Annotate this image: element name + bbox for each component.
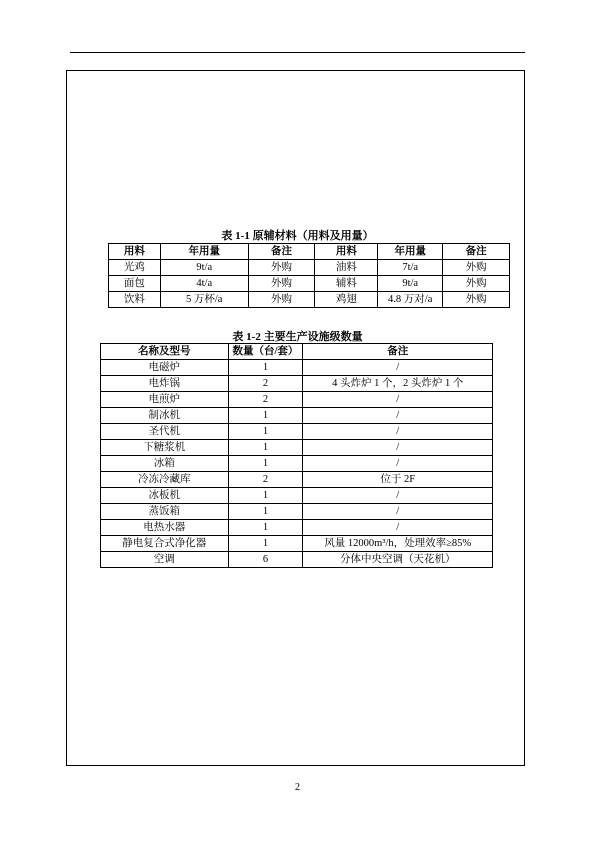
table-cell: 1 bbox=[228, 488, 303, 504]
table-row bbox=[101, 504, 493, 520]
table-cell: / bbox=[303, 392, 493, 408]
table-row bbox=[101, 376, 493, 392]
table-cell: 6 bbox=[228, 552, 303, 568]
table-cell: / bbox=[303, 488, 493, 504]
table-cell: 冰箱 bbox=[101, 456, 229, 472]
table-header-row bbox=[109, 244, 510, 260]
table-cell: 2 bbox=[228, 376, 303, 392]
table-cell: 下糖浆机 bbox=[101, 440, 229, 456]
table-cell: 4t/a bbox=[160, 276, 248, 292]
table-row bbox=[101, 472, 493, 488]
table-cell: 电炸锅 bbox=[101, 376, 229, 392]
table-cell: 2 bbox=[228, 392, 303, 408]
column-header: 备注 bbox=[248, 244, 315, 260]
column-header: 数量（台/套） bbox=[228, 344, 303, 360]
table-cell: 蒸饭箱 bbox=[101, 504, 229, 520]
table-cell: 4 头炸炉 1 个，2 头炸炉 1 个 bbox=[303, 376, 493, 392]
table-cell: 电热水器 bbox=[101, 520, 229, 536]
table-cell: 1 bbox=[228, 440, 303, 456]
table-cell: 光鸡 bbox=[109, 260, 161, 276]
column-header: 年用量 bbox=[378, 244, 443, 260]
table-row bbox=[109, 260, 510, 276]
table-row bbox=[101, 360, 493, 376]
table-cell: / bbox=[303, 456, 493, 472]
raw-materials-table bbox=[108, 243, 510, 308]
table-cell: 1 bbox=[228, 456, 303, 472]
table-cell: 外购 bbox=[443, 260, 510, 276]
table-cell: 风量 12000m³/h，处理效率≥85% bbox=[303, 536, 493, 552]
page-number: 2 bbox=[295, 782, 300, 793]
table-cell: 空调 bbox=[101, 552, 229, 568]
table-row bbox=[101, 456, 493, 472]
table-cell: 油料 bbox=[315, 260, 378, 276]
table-cell: 1 bbox=[228, 408, 303, 424]
table-row bbox=[101, 440, 493, 456]
header-rule bbox=[70, 52, 525, 53]
table-row bbox=[109, 276, 510, 292]
table-cell: 1 bbox=[228, 360, 303, 376]
table-cell: 外购 bbox=[248, 292, 315, 308]
table-cell: 外购 bbox=[248, 260, 315, 276]
table2-caption: 表 1-2 主要生产设施级数量 bbox=[232, 331, 363, 343]
table-cell: 1 bbox=[228, 536, 303, 552]
table-row bbox=[101, 488, 493, 504]
table-cell: / bbox=[303, 360, 493, 376]
table-cell: 外购 bbox=[443, 276, 510, 292]
table-cell: 位于 2F bbox=[303, 472, 493, 488]
table-cell: / bbox=[303, 440, 493, 456]
table-cell: 7t/a bbox=[378, 260, 443, 276]
table-cell: 外购 bbox=[248, 276, 315, 292]
table-cell: 4.8 万对/a bbox=[378, 292, 443, 308]
table-cell: 1 bbox=[228, 424, 303, 440]
table-cell: 电磁炉 bbox=[101, 360, 229, 376]
table-cell: 2 bbox=[228, 472, 303, 488]
table-cell: 外购 bbox=[443, 292, 510, 308]
table-cell: 面包 bbox=[109, 276, 161, 292]
table-cell: / bbox=[303, 504, 493, 520]
table-cell: 9t/a bbox=[378, 276, 443, 292]
table-cell: 辅料 bbox=[315, 276, 378, 292]
table-cell: 5 万杯/a bbox=[160, 292, 248, 308]
table-cell: / bbox=[303, 520, 493, 536]
table-header-row bbox=[101, 344, 493, 360]
table-row bbox=[101, 536, 493, 552]
table-row bbox=[101, 408, 493, 424]
column-header: 备注 bbox=[303, 344, 493, 360]
table-cell: 电煎炉 bbox=[101, 392, 229, 408]
column-header: 用料 bbox=[315, 244, 378, 260]
table-cell: 静电复合式净化器 bbox=[101, 536, 229, 552]
table-cell: 鸡翅 bbox=[315, 292, 378, 308]
table-cell: 冰板机 bbox=[101, 488, 229, 504]
table-cell: 饮料 bbox=[109, 292, 161, 308]
table-cell: / bbox=[303, 424, 493, 440]
table-cell: 分体中央空调（天花机） bbox=[303, 552, 493, 568]
table-cell: 1 bbox=[228, 504, 303, 520]
table-cell: 冷冻冷藏库 bbox=[101, 472, 229, 488]
column-header: 名称及型号 bbox=[101, 344, 229, 360]
table-cell: 圣代机 bbox=[101, 424, 229, 440]
table-row bbox=[109, 292, 510, 308]
table-cell: 制冰机 bbox=[101, 408, 229, 424]
table1-caption: 表 1-1 原辅材料（用料及用量） bbox=[221, 230, 374, 242]
equipment-table bbox=[100, 343, 493, 568]
table-cell: / bbox=[303, 408, 493, 424]
column-header: 年用量 bbox=[160, 244, 248, 260]
table-row bbox=[101, 392, 493, 408]
table-cell: 9t/a bbox=[160, 260, 248, 276]
column-header: 备注 bbox=[443, 244, 510, 260]
table-row bbox=[101, 424, 493, 440]
table-row bbox=[101, 520, 493, 536]
table-cell: 1 bbox=[228, 520, 303, 536]
table-row bbox=[101, 552, 493, 568]
column-header: 用料 bbox=[109, 244, 161, 260]
